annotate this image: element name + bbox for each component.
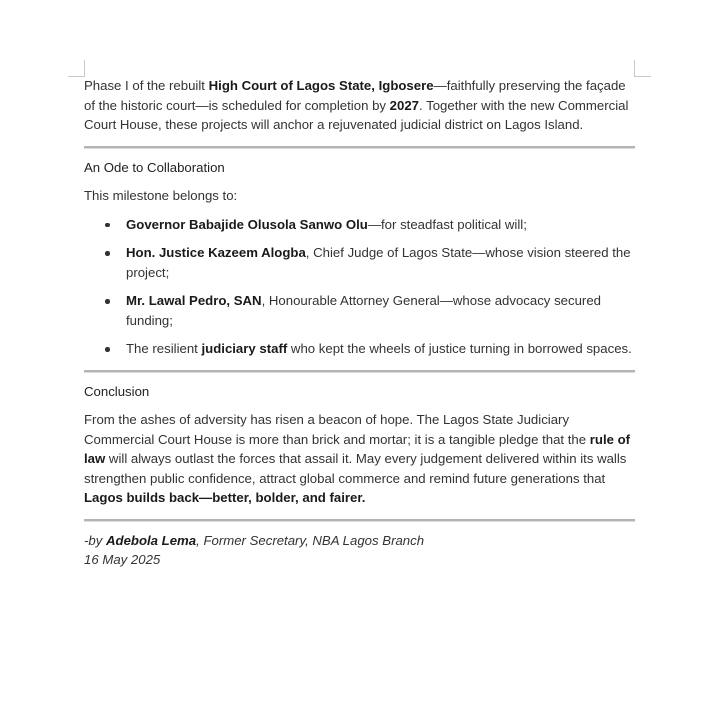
intro-text: Phase I of the rebuilt [84,78,209,93]
conclusion-emphasis: rule of law [84,431,631,466]
list-item-text: The resilient [126,341,202,356]
intro-court-name: High Court of Lagos State, Igbosere [208,78,434,93]
margin-corner-top-left [68,60,85,77]
bullet-icon [105,251,110,256]
conclusion-heading: Conclusion [84,383,150,399]
intro-year: 2027 [389,97,420,113]
margin-corner-top-right [634,60,651,77]
conclusion-text: will always outlast the forces that assail it. May every judgement delivered within its walls strengthen public confidence, attract global commerce and remind future generations that [84,451,627,486]
collab-heading: An Ode to Collaboration [84,159,225,175]
intro-text: . Together with the new Commercial Court House, these projects will anchor a rejuvenated judicial district on Lagos Island. [84,97,629,132]
section-divider [84,519,635,522]
list-item-name: Governor Babajide Olusola Sanwo Olu [126,216,368,232]
list-item [84,243,635,282]
list-item [84,291,635,330]
signature-line [84,531,635,551]
bullet-icon [105,299,110,304]
collab-lead: This milestone belongs to: [84,188,238,203]
section-divider [84,146,635,149]
list-item-text: who kept the wheels of justice turning in borrowed spaces. [287,341,632,356]
collab-list [84,215,635,359]
document-body[interactable] [84,76,635,570]
list-item-text: , Chief Judge of Lagos State—whose vision steered the project; [126,245,631,280]
signature-date: 16 May 2025 [84,552,161,567]
signature-author: Adebola Lema [105,532,197,548]
list-item-text: , Honourable Attorney General—whose advocacy secured funding; [126,293,601,328]
list-item-name: judiciary staff [201,341,288,356]
conclusion-paragraph [84,410,635,508]
signature-prefix: -by [84,532,106,548]
bullet-icon [105,223,110,228]
signature-role: , Former Secretary, NBA Lagos Branch [196,532,425,548]
section-divider [84,370,635,373]
intro-paragraph [84,76,635,135]
bullet-icon [105,347,110,352]
conclusion-emphasis: Lagos builds back—better, bolder, and fairer. [84,490,366,505]
list-item [84,339,635,359]
list-item-name: Mr. Lawal Pedro, SAN [126,293,262,308]
intro-text: —faithfully preserving the façade of the historic court—is scheduled for completion by [84,78,626,113]
list-item [84,215,635,235]
list-item-text: —for steadfast political will; [367,216,527,232]
conclusion-text: From the ashes of adversity has risen a beacon of hope. The Lagos State Judiciary Commercial Court House is more than brick and mortar; it is a tangible pledge that the [84,412,590,447]
list-item-name: Hon. Justice Kazeem Alogba [126,245,306,260]
